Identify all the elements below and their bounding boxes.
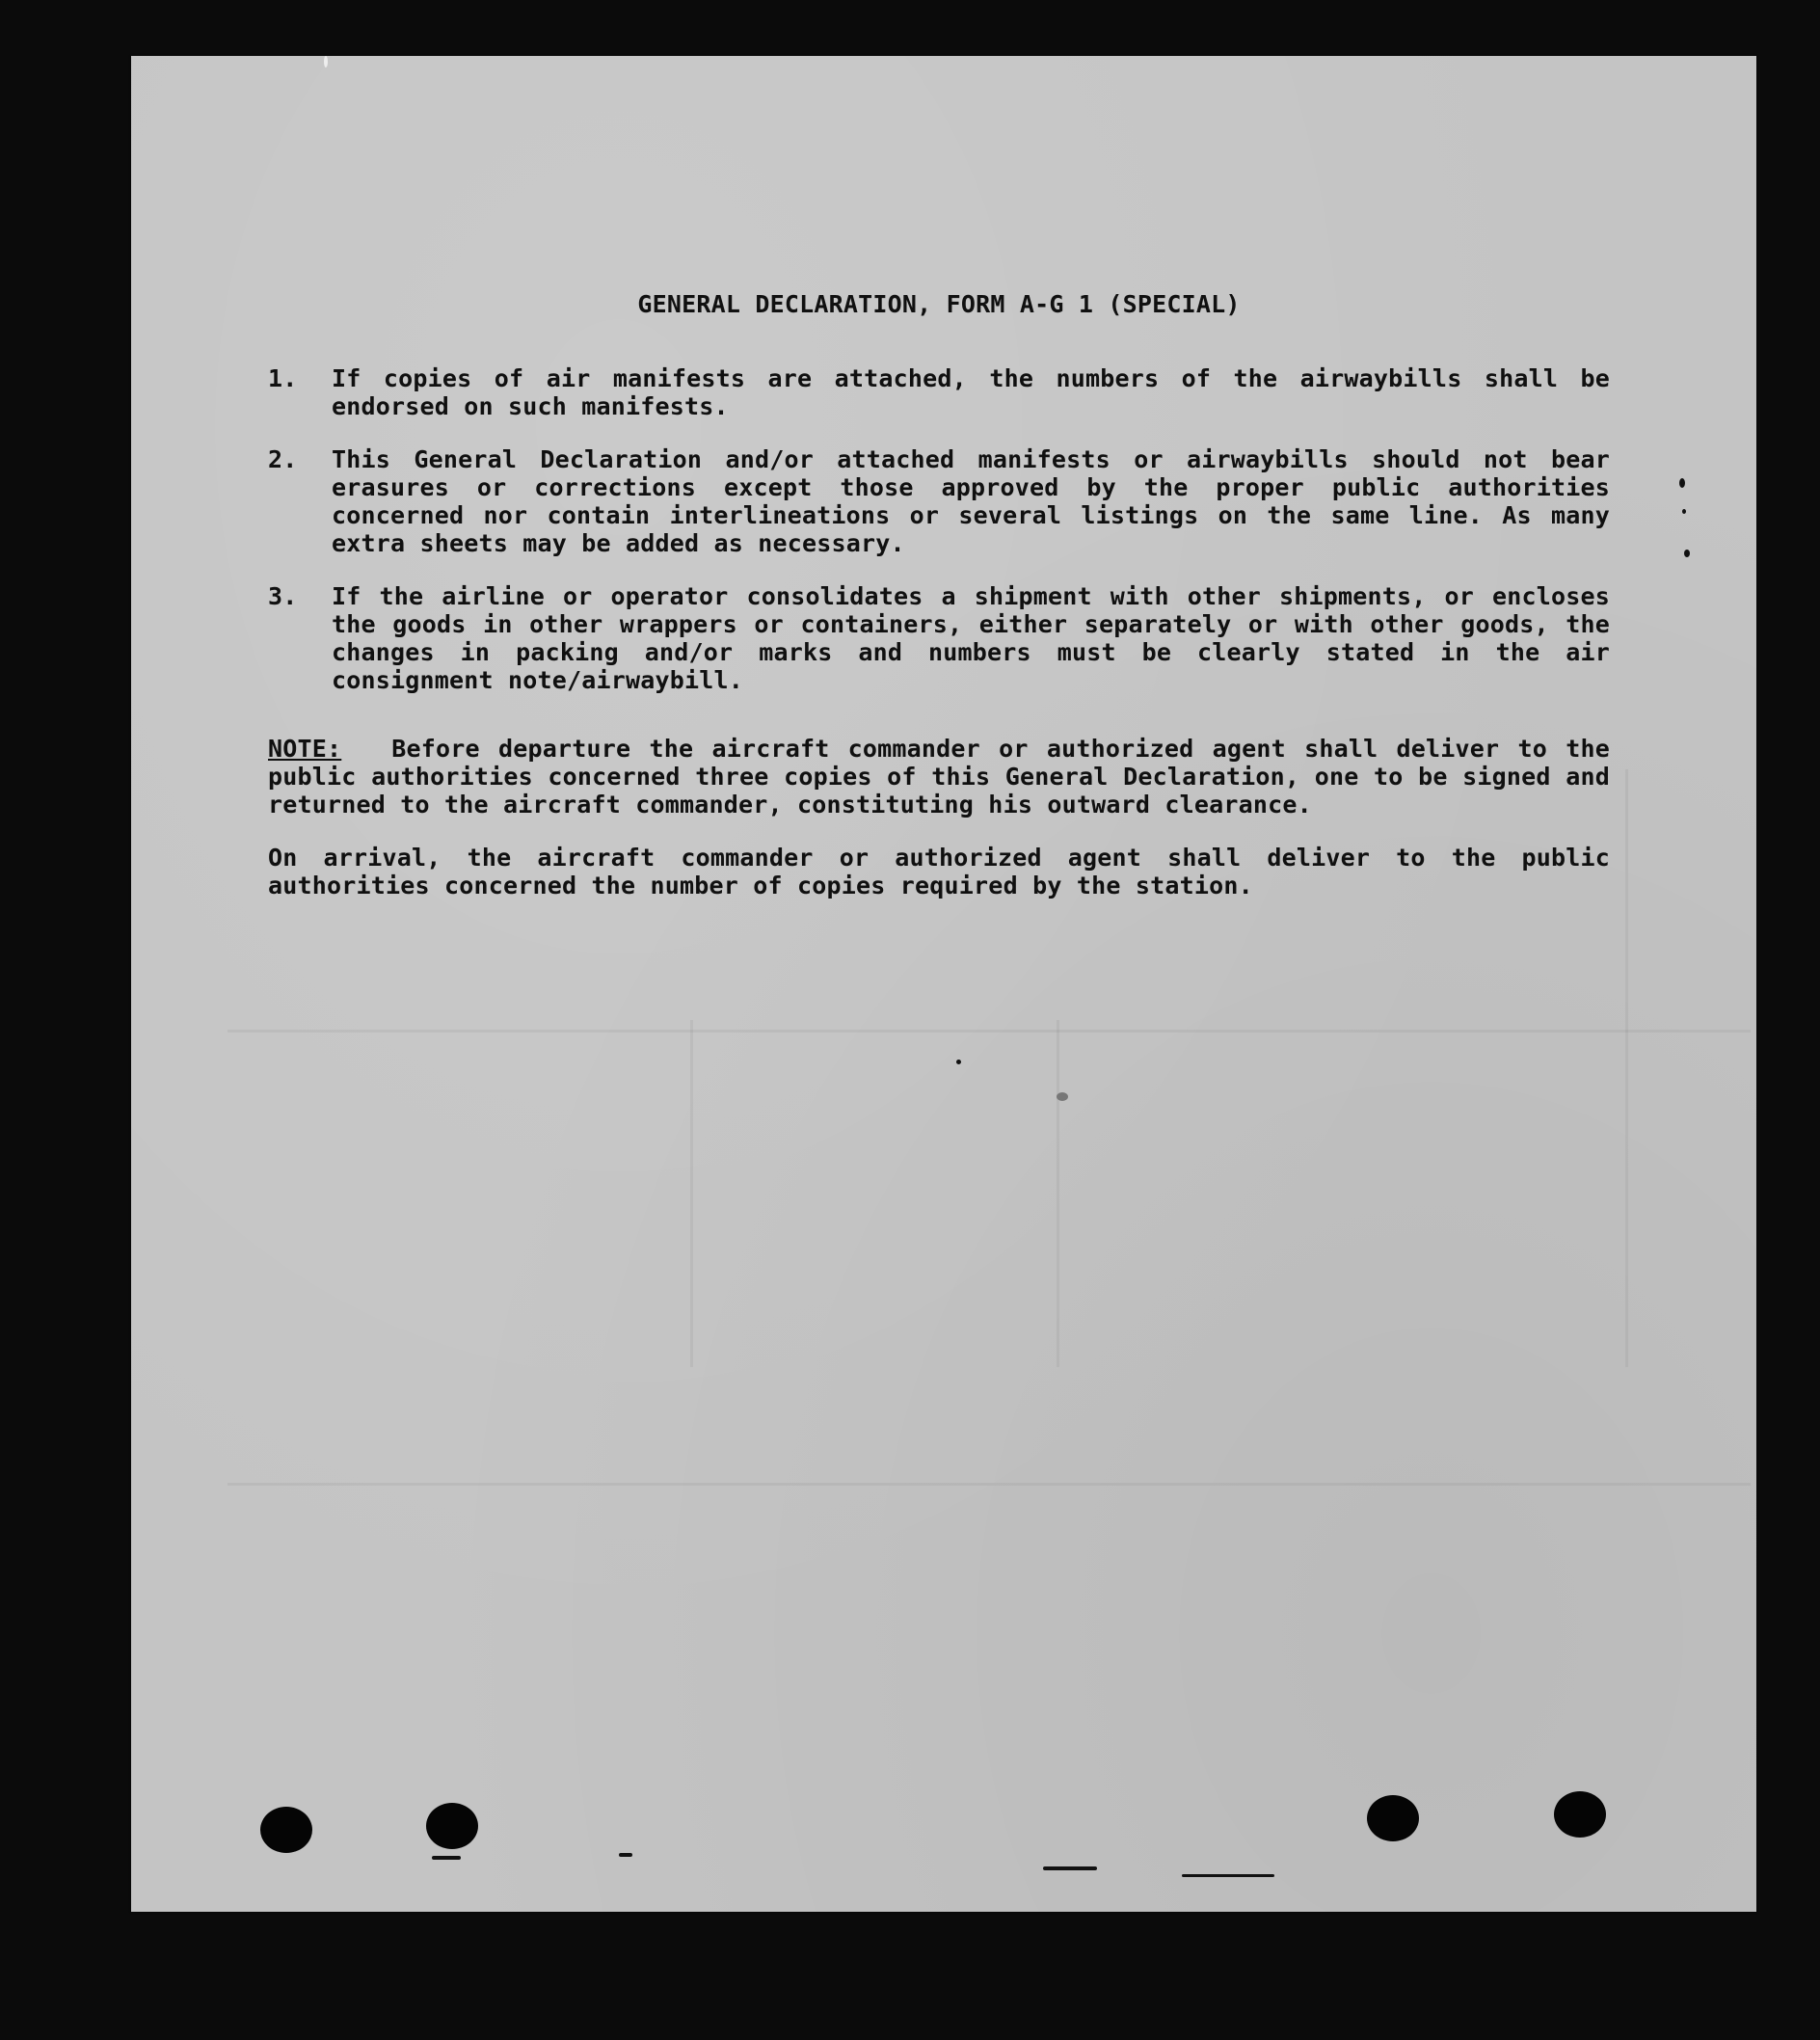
speck-mark	[1182, 1874, 1274, 1877]
item-text: This General Declaration and/or attached manifests or airwaybills should not bear erasures or corrections except those approved by the proper public authorities concerned nor contain interlineations or several listings on the same line. As many extra sheets may be added as necessary.	[332, 445, 1610, 557]
speck-mark	[956, 1060, 961, 1064]
speck-mark	[619, 1853, 632, 1857]
item-text: If copies of air manifests are attached, the numbers of the airwaybills shall be endorsed on such manifests.	[332, 364, 1610, 420]
speck-mark	[324, 56, 328, 67]
item-number: 1.	[268, 364, 298, 392]
bleed-through-rule	[228, 1483, 1751, 1486]
instruction-item	[268, 582, 1610, 694]
speck-mark	[1057, 1092, 1068, 1101]
bleed-through-rule	[690, 1020, 693, 1367]
item-number: 3.	[268, 582, 298, 610]
speck-mark	[1043, 1866, 1097, 1870]
declaration-text	[268, 290, 1610, 899]
item-number: 2.	[268, 445, 298, 473]
speck-mark	[1682, 509, 1686, 514]
note-text: Before departure the aircraft commander or authorized agent shall deliver to the public authorities concerned three copies of this General Declaration, one to be signed and returned to the aircraft commander, constituting his outward clearance.	[268, 735, 1610, 819]
note-paragraph	[268, 735, 1610, 819]
bleed-through-rule	[228, 1030, 1751, 1033]
instruction-item	[268, 445, 1610, 557]
speck-mark	[1684, 550, 1690, 557]
instruction-item	[268, 364, 1610, 420]
punch-hole	[1554, 1791, 1606, 1838]
arrival-paragraph: On arrival, the aircraft commander or authorized agent shall deliver to the public authorities concerned the number of copies required by the station.	[268, 844, 1610, 899]
punch-hole	[1367, 1795, 1419, 1841]
punch-hole	[426, 1803, 478, 1849]
bleed-through-rule	[1057, 1020, 1059, 1367]
document-title: GENERAL DECLARATION, FORM A-G 1 (SPECIAL)	[637, 290, 1241, 318]
punch-hole	[260, 1807, 312, 1853]
item-text: If the airline or operator consolidates a shipment with other shipments, or encloses the goods in other wrappers or containers, either separately or with other goods, the changes in packing and/or marks and numbers must be clearly stated in the air consignment note/airwaybill.	[332, 582, 1610, 694]
paper-sheet	[131, 56, 1756, 1912]
bleed-through-rule	[1625, 769, 1628, 1367]
speck-mark	[1679, 478, 1685, 488]
note-label: NOTE:	[268, 735, 342, 763]
speck-mark	[432, 1856, 461, 1860]
